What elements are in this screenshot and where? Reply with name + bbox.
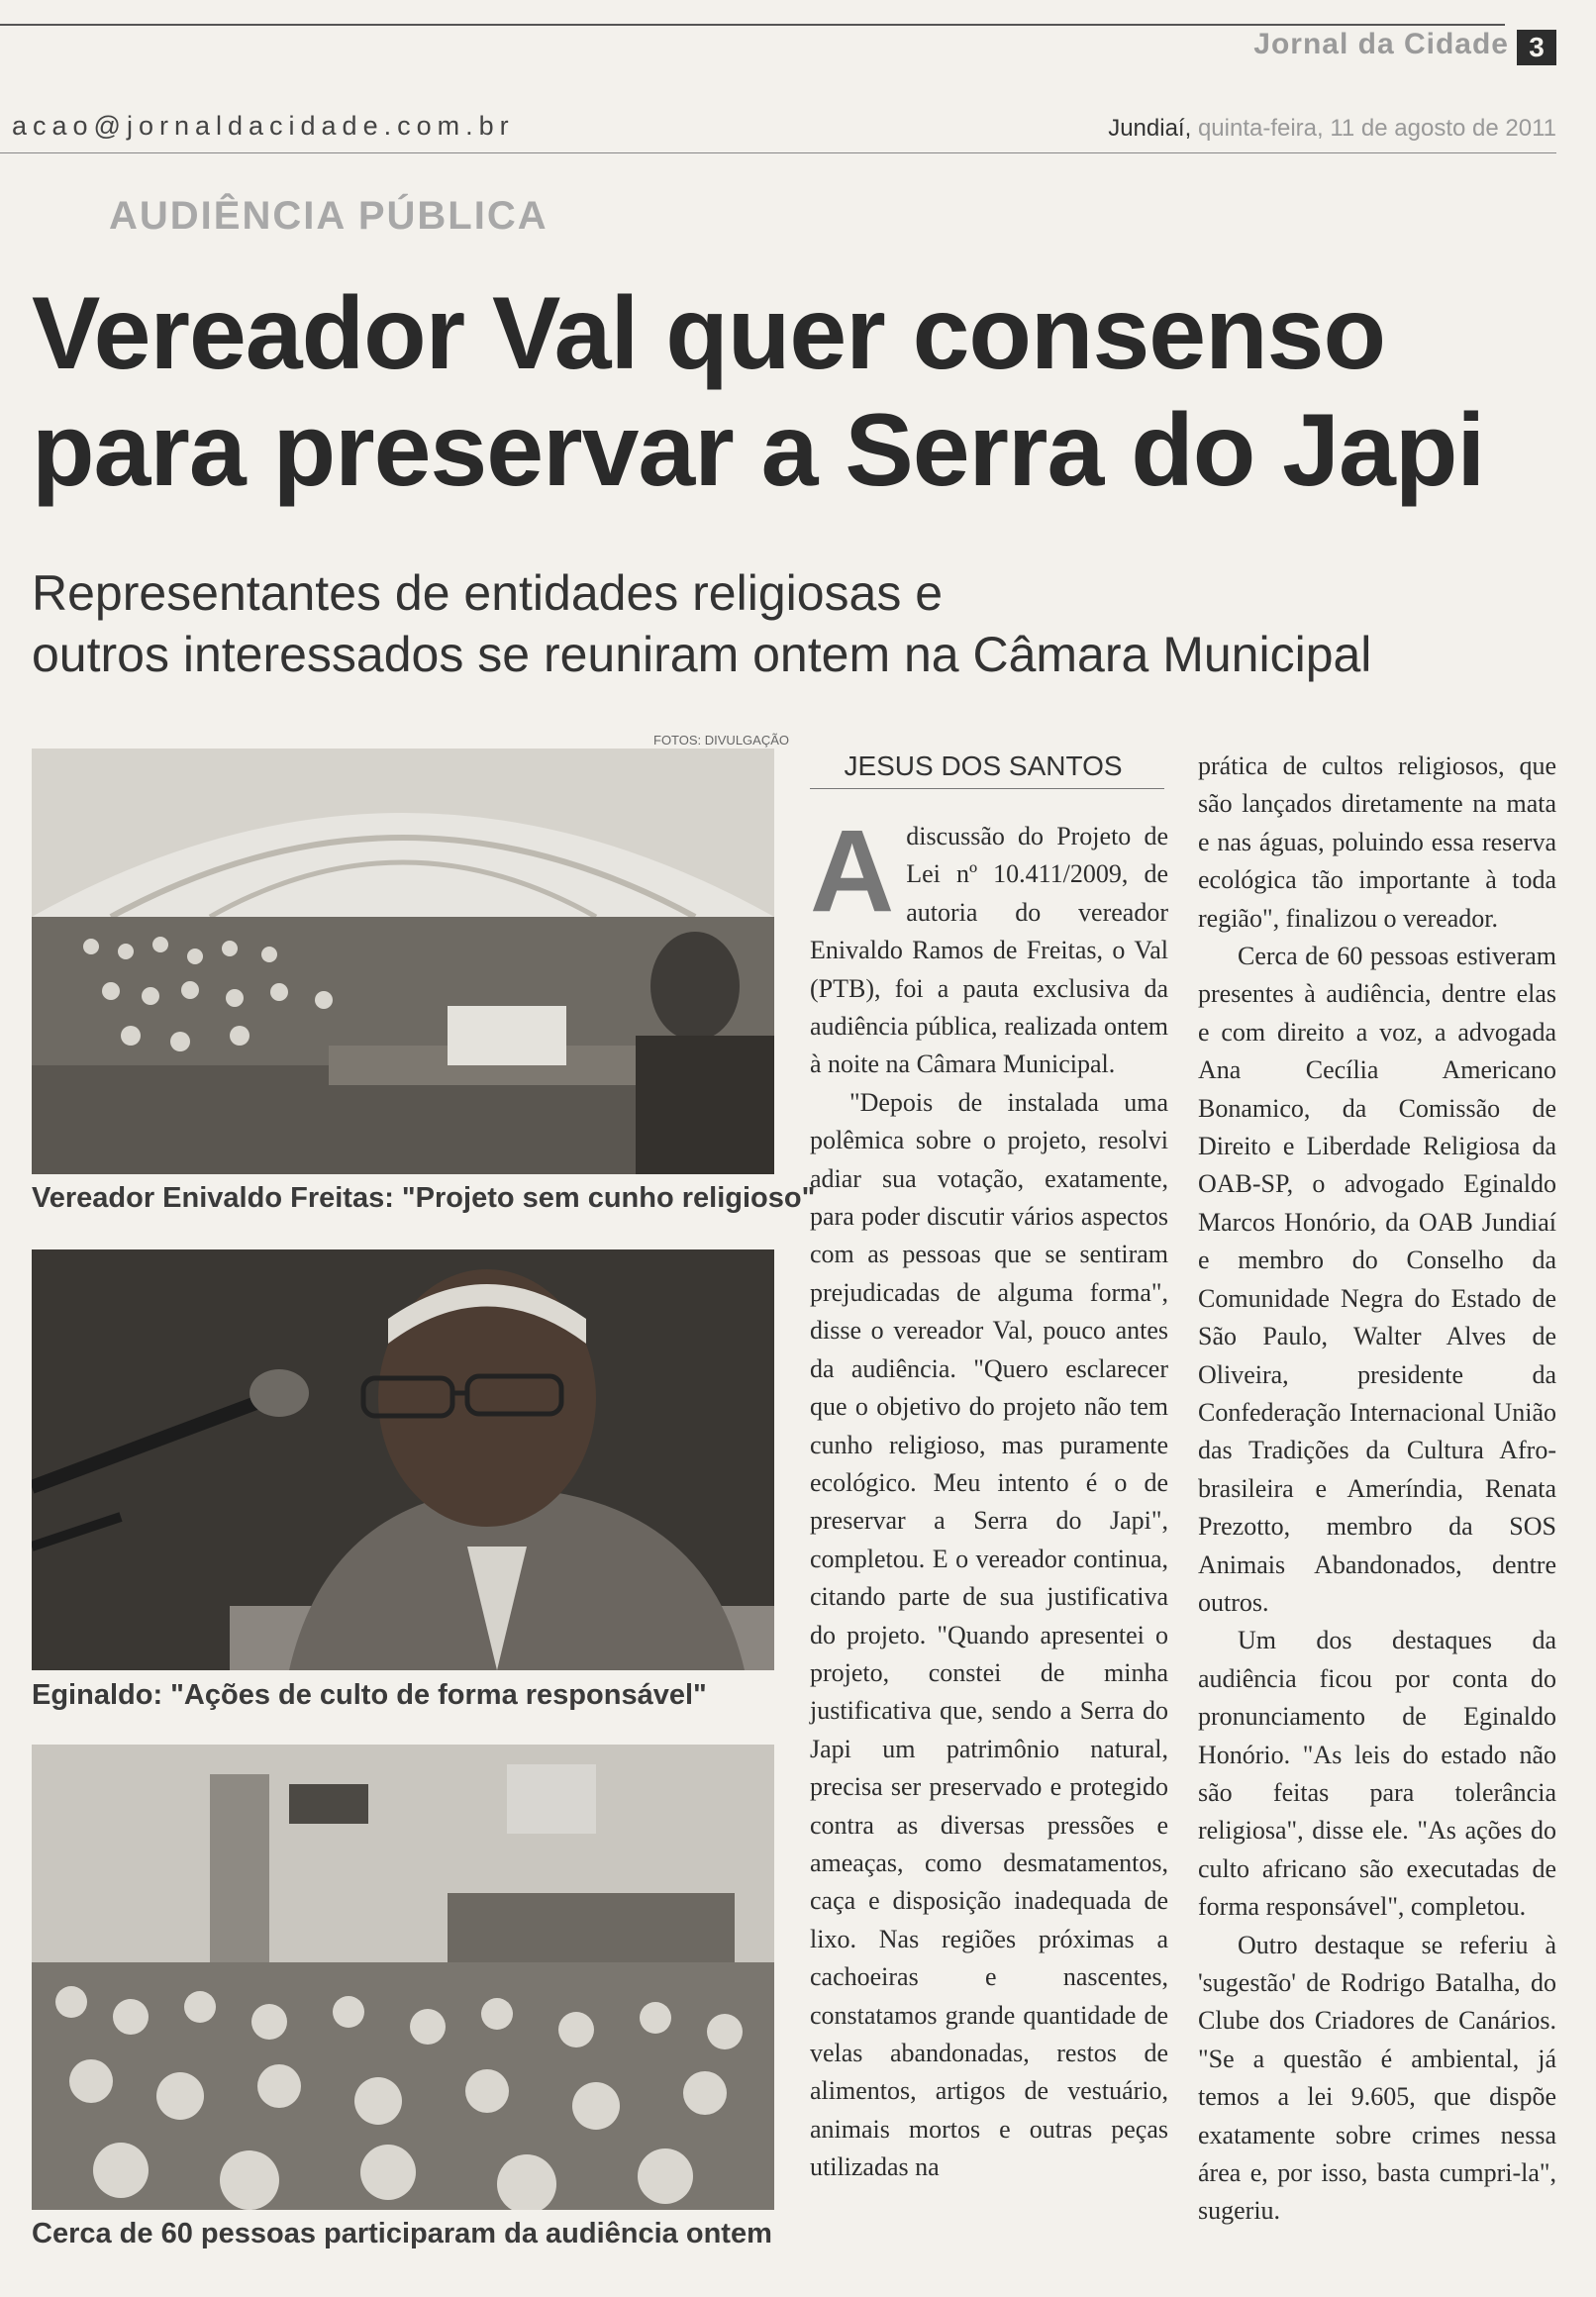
caption-1: Vereador Enivaldo Freitas: "Projeto sem cunho religioso" bbox=[32, 1182, 816, 1214]
newspaper-name: Jornal da Cidade bbox=[1253, 28, 1509, 60]
body-paragraph: Cerca de 60 pessoas estiveram presentes à audiência, dentre elas e com direito a voz, a advogada Ana Cecília Americano Bonamico, da Comissão de Direito e Liberdade Religiosa da OAB-SP, o advogado Eginaldo Marcos Honório, da OAB Jundiaí e membro do Conselho da Comunidade Negra do Estado de São Paulo, Walter Alves de Oliveira, presidente da Confederação Internacional União das Tradições da Cultura Afro-brasileira e Ameríndia, Renata Prezotto, membro da SOS Animais Abandonados, dentre outros. bbox=[1198, 942, 1556, 1617]
headline bbox=[32, 275, 1556, 509]
caption-3: Cerca de 60 pessoas participaram da audiência ontem bbox=[32, 2218, 772, 2249]
subtitle-line-1: Representantes de entidades religiosas e bbox=[32, 565, 944, 621]
body-paragraph: "Depois de instalada uma polêmica sobre o projeto, resolvi adiar sua votação, exatamente, para poder discutir vários aspectos com as pessoas que se sentiram prejudicadas de alguma forma", disse o vereador Val, pouco antes da audiência. "Quero esclarecer que o objetivo do projeto não tem cunho religioso, mas puramente ecológico. Meu intento é o de preservar a Serra do Japi", completou. E o vereador continua, citando parte de sua justificativa do projeto. "Quando apresentei o projeto, constei de minha justificativa que, sendo a Serra do Japi um patrimônio natural, precisa ser preservado e protegido contra as diversas pressões e ameaças, como desmatamentos, caça e disposição inadequada de lixo. Nas regiões próximas a cachoeiras e nascentes, constatamos grande quantidade de velas abandonadas, restos de alimentos, artigos de vestuário, animais mortos e outras peças utilizadas na bbox=[810, 1087, 1168, 2182]
contact-email: acao@jornaldacidade.com.br bbox=[12, 111, 515, 141]
page-number-badge: 3 bbox=[1517, 30, 1556, 65]
headline-line-2: para preservar a Serra do Japi bbox=[32, 393, 1485, 508]
dateline-date: quinta-feira, 11 de agosto de 2011 bbox=[1197, 115, 1556, 142]
photo-council-chamber bbox=[32, 749, 774, 1174]
photo-credit: FOTOS: DIVULGAÇÃO bbox=[653, 733, 790, 748]
body-column-1 bbox=[810, 806, 1168, 2187]
top-rule bbox=[0, 24, 1505, 26]
body-paragraph bbox=[810, 806, 1168, 1084]
caption-2: Eginaldo: "Ações de culto de forma responsável" bbox=[32, 1679, 707, 1711]
body-paragraph: Um dos destaques da audiência ficou por conta do pronunciamento de Eginaldo Honório. "As leis do estado não são feitas para tolerância religiosa", disse ele. "As ações do culto africano são executadas de forma responsável", completou. bbox=[1198, 1626, 1556, 1922]
paragraph-text: discussão do Projeto de Lei nº 10.411/2009, de autoria do vereador Enivaldo Ramos de Freitas, o Val (PTB), foi a pauta exclusiva da audiência pública, realizada ontem à noite na Câmara Municipal. bbox=[810, 822, 1168, 1079]
subtitle bbox=[32, 562, 1467, 685]
body-paragraph: prática de cultos religiosos, que são lançados diretamente na mata e nas águas, poluindo essa reserva ecológica tão importante à toda região", finalizou o vereador. bbox=[1198, 751, 1556, 933]
subtitle-line-2: outros interessados se reuniram ontem na Câmara Municipal bbox=[32, 627, 1372, 682]
section-label: AUDIÊNCIA PÚBLICA bbox=[109, 194, 549, 238]
body-paragraph: Outro destaque se referiu à 'sugestão' de Rodrigo Batalha, do Clube dos Criadores de Canários. "Se a questão é ambiental, já temos a lei 9.605, que dispõe exatamente sobre crimes nessa área e, por isso, basta cumpri-la", sugeriu. bbox=[1198, 1930, 1556, 2226]
header-rule bbox=[0, 152, 1556, 153]
photo-speaker-portrait bbox=[32, 1249, 774, 1670]
photo-audience bbox=[32, 1745, 774, 2210]
headline-line-1: Vereador Val quer consenso bbox=[32, 276, 1386, 391]
dateline bbox=[1108, 115, 1556, 143]
byline: JESUS DOS SANTOS bbox=[844, 750, 1123, 781]
body-column-2 bbox=[1198, 748, 1556, 2231]
dateline-city: Jundiaí, bbox=[1108, 115, 1192, 142]
byline-rule bbox=[810, 788, 1164, 789]
drop-cap: A bbox=[810, 806, 895, 937]
